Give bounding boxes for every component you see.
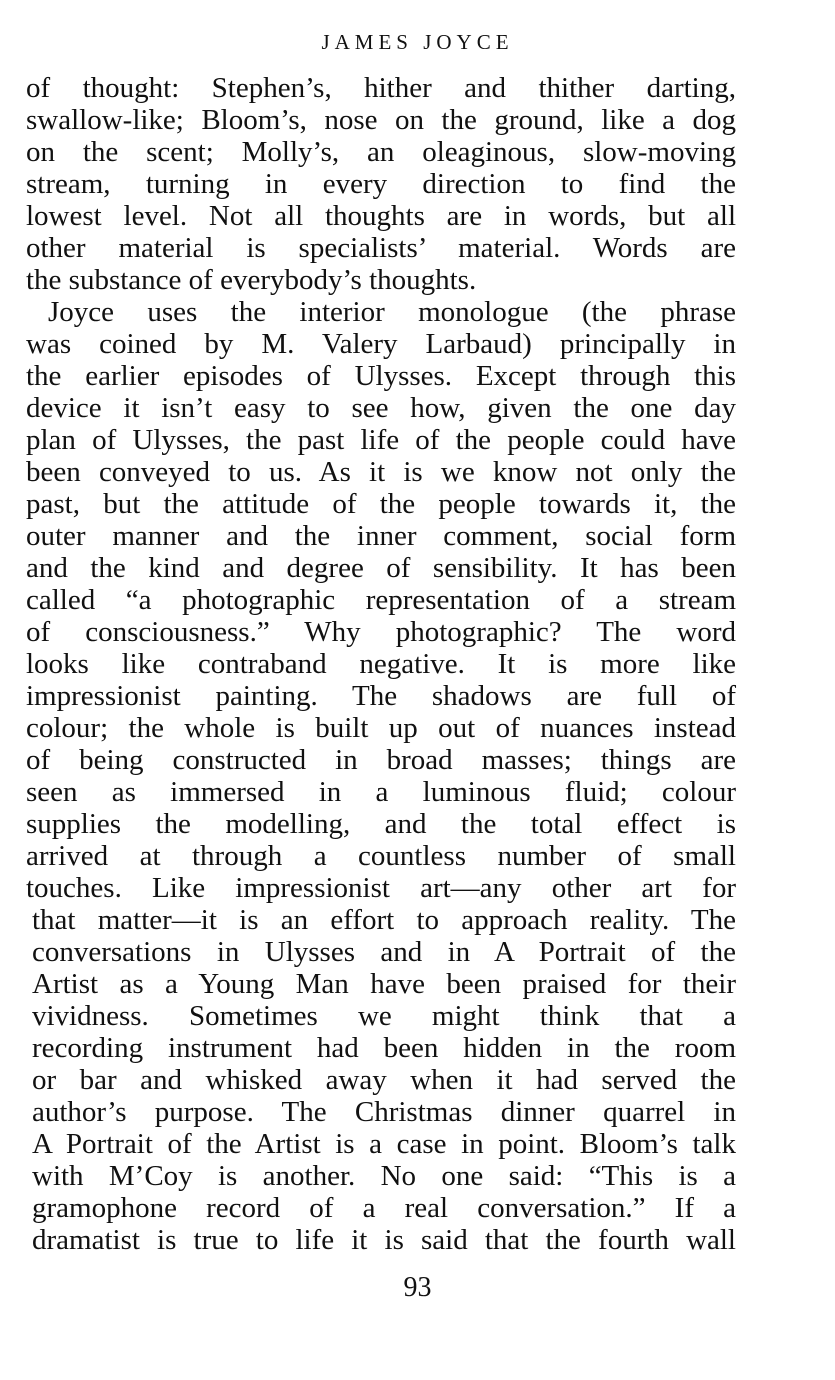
text-line: been conveyed to us. As it is we know not only the xyxy=(26,456,736,488)
text-line: and the kind and degree of sensibility. It has been xyxy=(26,552,736,584)
text-line: on the scent; Molly’s, an oleaginous, slow-moving xyxy=(26,136,736,168)
running-head: JAMES JOYCE xyxy=(321,30,514,54)
text-line: lowest level. Not all thoughts are in words, but all xyxy=(26,200,736,232)
text-line: Joyce uses the interior monologue (the phrase xyxy=(48,296,736,328)
page-number: 93 xyxy=(403,1272,432,1303)
text-line: arrived at through a countless number of small xyxy=(26,840,736,872)
text-line: conversations in Ulysses and in A Portrait of the xyxy=(32,936,736,968)
text-line: swallow-like; Bloom’s, nose on the ground, like a dog xyxy=(26,104,736,136)
text-line: Artist as a Young Man have been praised for their xyxy=(32,968,736,1000)
text-line: seen as immersed in a luminous fluid; colour xyxy=(26,776,736,808)
text-line: of being constructed in broad masses; things are xyxy=(26,744,736,776)
paragraph-2 xyxy=(26,296,736,1256)
text-line: of thought: Stephen’s, hither and thither darting, xyxy=(26,72,736,104)
text-line: other material is specialists’ material. Words are xyxy=(26,232,736,264)
text-line: device it isn’t easy to see how, given the one day xyxy=(26,392,736,424)
text-line: plan of Ulysses, the past life of the people could have xyxy=(26,424,736,456)
text-line: recording instrument had been hidden in the room xyxy=(32,1032,736,1064)
text-line: with M’Coy is another. No one said: “This is a xyxy=(32,1160,736,1192)
body-text xyxy=(26,72,736,1256)
text-line: stream, turning in every direction to find the xyxy=(26,168,736,200)
text-line: looks like contraband negative. It is more like xyxy=(26,648,736,680)
text-line: the earlier episodes of Ulysses. Except through this xyxy=(26,360,736,392)
text-line: colour; the whole is built up out of nuances instead xyxy=(26,712,736,744)
text-line: the substance of everybody’s thoughts. xyxy=(26,264,477,296)
text-line: or bar and whisked away when it had served the xyxy=(32,1064,736,1096)
text-line: called “a photographic representation of a stream xyxy=(26,584,736,616)
text-line: gramophone record of a real conversation.” If a xyxy=(32,1192,736,1224)
text-line: touches. Like impressionist art—any other art for xyxy=(26,872,736,904)
text-line: of consciousness.” Why photographic? The word xyxy=(26,616,736,648)
text-line: outer manner and the inner comment, social form xyxy=(26,520,736,552)
text-line: was coined by M. Valery Larbaud) principally in xyxy=(26,328,736,360)
paragraph-1 xyxy=(26,72,736,296)
text-line: A Portrait of the Artist is a case in point. Bloom’s talk xyxy=(32,1128,736,1160)
text-line: impressionist painting. The shadows are full of xyxy=(26,680,736,712)
text-line: vividness. Sometimes we might think that a xyxy=(32,1000,736,1032)
text-line: supplies the modelling, and the total effect is xyxy=(26,808,736,840)
text-line: past, but the attitude of the people towards it, the xyxy=(26,488,736,520)
text-line: author’s purpose. The Christmas dinner quarrel in xyxy=(32,1096,736,1128)
text-line: dramatist is true to life it is said that the fourth wall xyxy=(32,1224,736,1256)
text-line: that matter—it is an effort to approach reality. The xyxy=(32,904,736,936)
